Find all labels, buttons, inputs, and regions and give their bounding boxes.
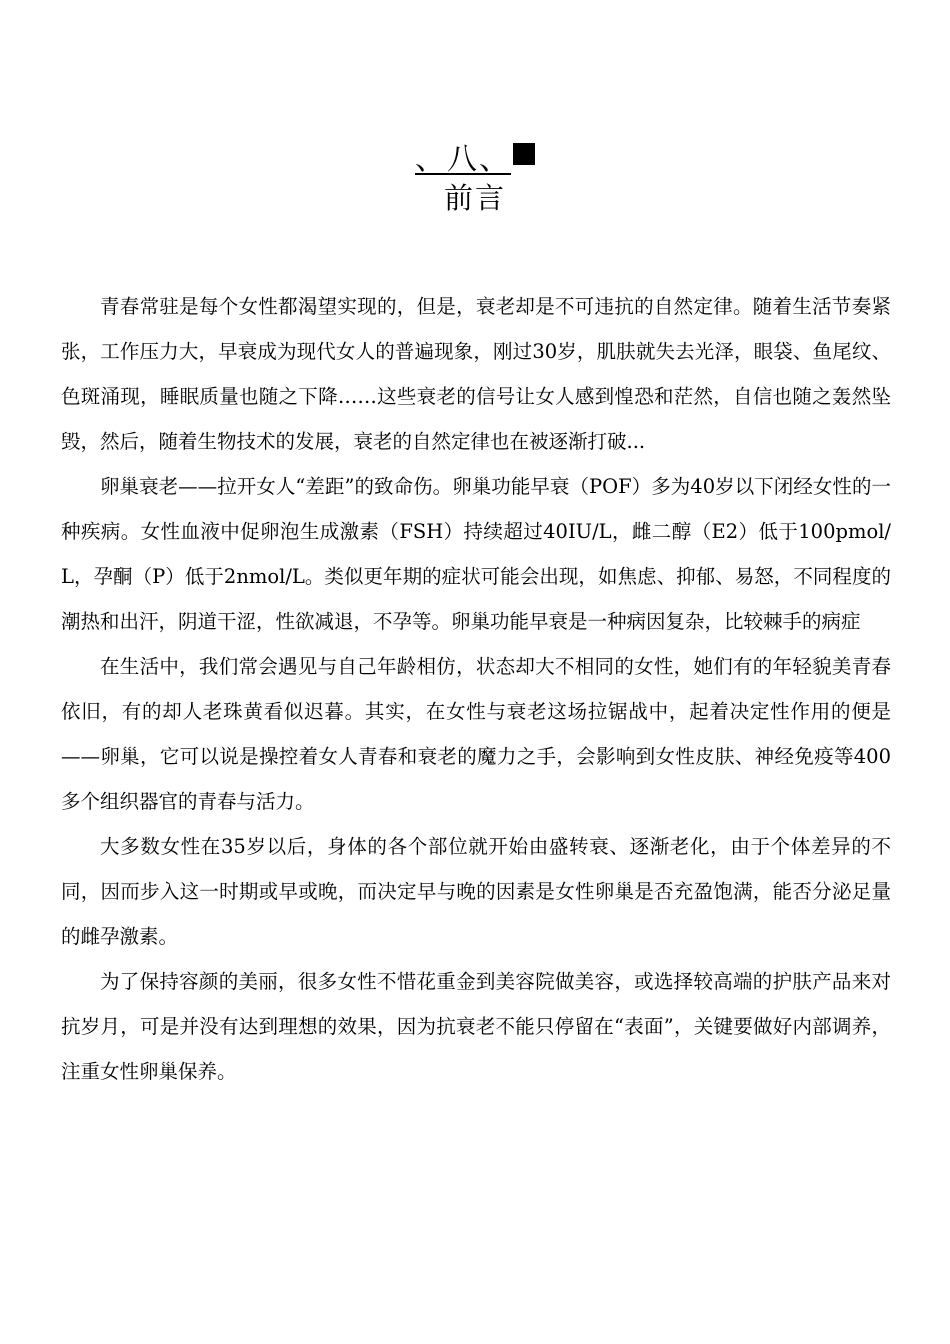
paragraph: 青春常驻是每个女性都渴望实现的，但是，衰老却是不可违抗的自然定律。随着生活节奏紧张，工作压力大，早衰成为现代女人的普遍现象，刚过30岁，肌肤就失去光泽，眼袋、鱼尾纹、色斑涌现，睡眠质量也随之下降……这些衰老的信号让女人感到惶恐和茫然，自信也随之轰然坠毁，然后，随着生物技术的发展，衰老的自然定律也在被逐渐打破... xyxy=(61,295,891,453)
paragraph: 大多数女性在35岁以后，身体的各个部位就开始由盛转衰、逐渐老化，由于个体差异的不同，因而步入这一时期或早或晚，而决定早与晚的因素是女性卵巢是否充盈饱满，能否分泌足量的雌孕激素。 xyxy=(61,835,891,948)
header-mark xyxy=(0,142,950,178)
paragraph: 卵巢衰老——拉开女人“差距”的致命伤。卵巢功能早衰（POF）多为40岁以下闭经女性的一种疾病。女性血液中促卵泡生成激素（FSH）持续超过40IU/L，雌二醇（E2）低于100pmol/L，孕酮（P）低于2nmol/L。类似更年期的症状可能会出现，如焦虑、抑郁、易怒，不同程度的潮热和出汗，阴道干涩，性欲减退，不孕等。卵巢功能早衰是一种病因复杂，比较棘手的病症 xyxy=(61,475,891,633)
body-text xyxy=(61,284,891,1094)
header-mark-text: 、八、 xyxy=(415,142,511,177)
paragraph: 在生活中，我们常会遇见与自己年龄相仿，状态却大不相同的女性，她们有的年轻貌美青春依旧，有的却人老珠黄看似迟暮。其实，在女性与衰老这场拉锯战中，起着决定性作用的便是——卵巢，它可以说是操控着女人青春和衰老的魔力之手，会影响到女性皮肤、神经免疫等400多个组织器官的青春与活力。 xyxy=(61,655,891,813)
paragraph: 为了保持容颜的美丽，很多女性不惜花重金到美容院做美容，或选择较高端的护肤产品来对抗岁月，可是并没有达到理想的效果，因为抗衰老不能只停留在“表面”，关键要做好内部调养，注重女性卵巢保养。 xyxy=(61,970,891,1083)
black-square-icon xyxy=(513,143,535,165)
page-title: 前言 xyxy=(443,181,506,215)
